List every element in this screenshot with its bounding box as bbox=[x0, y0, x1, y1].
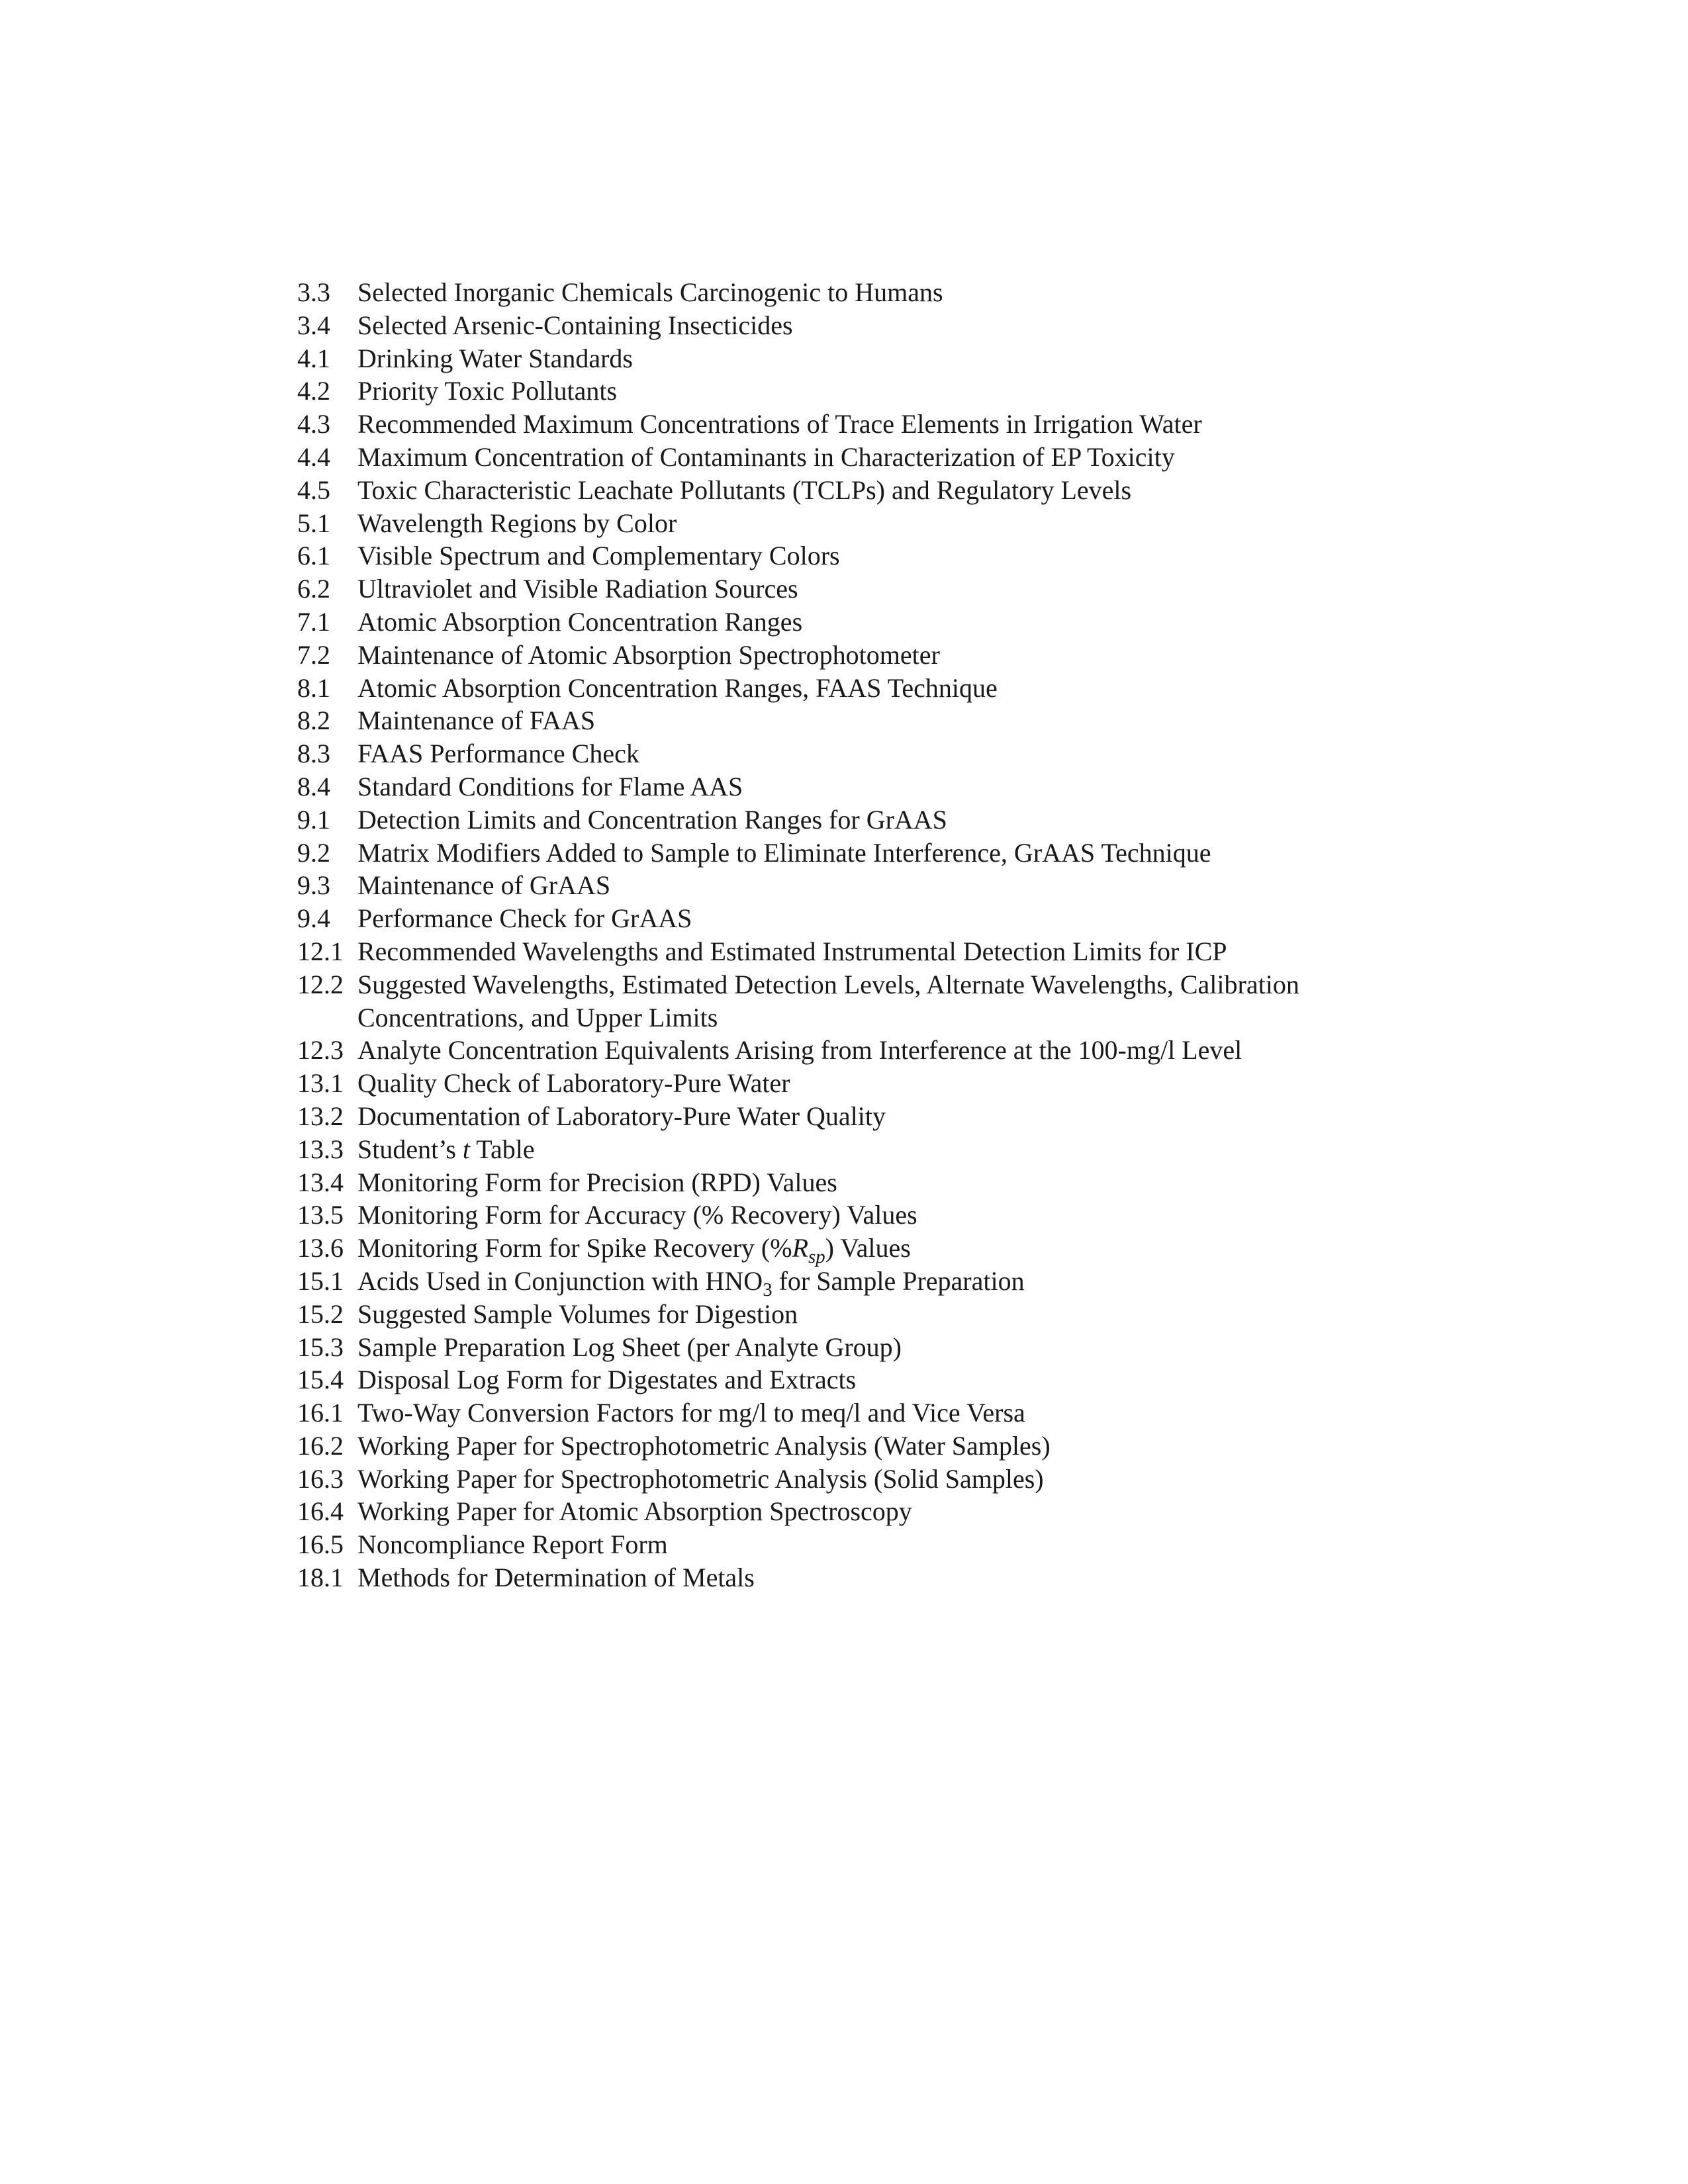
toc-entry bbox=[297, 1561, 1423, 1594]
table-number: 3.3 bbox=[297, 277, 330, 307]
table-number: 9.1 bbox=[297, 804, 330, 835]
table-number: 7.1 bbox=[297, 606, 330, 637]
table-number: 6.2 bbox=[297, 574, 330, 604]
table-title: Detection Limits and Concentration Ranges for GrAAS bbox=[357, 804, 947, 835]
toc-entry bbox=[297, 1298, 1423, 1331]
toc-entry bbox=[297, 935, 1423, 968]
table-number: 15.4 bbox=[297, 1365, 344, 1395]
table-title: Recommended Maximum Concentrations of Trace Elements in Irrigation Water bbox=[357, 409, 1202, 439]
table-title: Monitoring Form for Spike Recovery $(\%R_{sp})$ Values bbox=[357, 1233, 911, 1268]
toc-entry bbox=[297, 902, 1423, 935]
table-number: 13.6 bbox=[297, 1233, 344, 1263]
table-number: 8.3 bbox=[297, 739, 330, 769]
table-number: 6.1 bbox=[297, 541, 330, 571]
toc-entry bbox=[297, 1331, 1423, 1364]
list-of-tables bbox=[297, 276, 1423, 1594]
toc-entry bbox=[297, 474, 1423, 507]
table-number: 13.2 bbox=[297, 1101, 344, 1131]
table-title: Standard Conditions for Flame AAS bbox=[357, 771, 743, 801]
toc-entry bbox=[297, 704, 1423, 737]
table-number: 13.1 bbox=[297, 1068, 344, 1099]
toc-entry bbox=[297, 375, 1423, 408]
toc-entry bbox=[297, 1067, 1423, 1100]
toc-entry bbox=[297, 342, 1423, 375]
toc-entry bbox=[297, 1495, 1423, 1528]
table-title: Selected Arsenic-Containing Insecticides bbox=[357, 310, 793, 340]
toc-entry bbox=[297, 572, 1423, 606]
table-title: Analyte Concentration Equivalents Arising from Interference at the 100-mg/l Level bbox=[357, 1035, 1243, 1066]
table-title: Atomic Absorption Concentration Ranges, FAAS Technique bbox=[357, 672, 998, 703]
table-number: 15.2 bbox=[297, 1298, 344, 1329]
table-number: 16.3 bbox=[297, 1463, 344, 1494]
table-number: 13.5 bbox=[297, 1200, 344, 1230]
table-title: Working Paper for Spectrophotometric Analysis (Solid Samples) bbox=[357, 1463, 1044, 1494]
table-number: 12.1 bbox=[297, 936, 344, 966]
toc-entry bbox=[297, 968, 1423, 1034]
table-title: Maintenance of GrAAS bbox=[357, 870, 611, 901]
table-title: Suggested Wavelengths, Estimated Detection Levels, Alternate Wavelengths, Calibration Concentrations, and Upper Limits bbox=[357, 969, 1299, 1032]
table-number: 4.4 bbox=[297, 441, 330, 472]
table-title: Sample Preparation Log Sheet (per Analyte Group) bbox=[357, 1332, 902, 1362]
table-number: 8.2 bbox=[297, 705, 330, 736]
toc-entry bbox=[297, 276, 1423, 309]
toc-entry bbox=[297, 1363, 1423, 1396]
toc-entry bbox=[297, 1034, 1423, 1067]
toc-entry bbox=[297, 1133, 1423, 1166]
table-number: 13.3 bbox=[297, 1134, 344, 1164]
table-title: Maximum Concentration of Contaminants in Characterization of EP Toxicity bbox=[357, 441, 1175, 472]
toc-entry bbox=[297, 1396, 1423, 1430]
table-number: 4.1 bbox=[297, 343, 330, 373]
toc-entry bbox=[297, 309, 1423, 342]
table-title: Disposal Log Form for Digestates and Extracts bbox=[357, 1365, 857, 1395]
table-title: Quality Check of Laboratory-Pure Water bbox=[357, 1068, 790, 1099]
table-number: 18.1 bbox=[297, 1563, 344, 1593]
toc-entry bbox=[297, 1100, 1423, 1133]
table-title: Methods for Determination of Metals bbox=[357, 1563, 755, 1593]
table-number: 4.5 bbox=[297, 475, 330, 505]
toc-entry bbox=[297, 1463, 1423, 1496]
table-title: Ultraviolet and Visible Radiation Sources bbox=[357, 574, 798, 604]
table-number: 12.2 bbox=[297, 969, 344, 999]
table-title: Toxic Characteristic Leachate Pollutants (TCLPs) and Regulatory Levels bbox=[357, 475, 1132, 505]
table-title: Monitoring Form for Accuracy (% Recovery) Values bbox=[357, 1200, 917, 1230]
table-number: 16.2 bbox=[297, 1430, 344, 1461]
table-title: Wavelength Regions by Color bbox=[357, 508, 677, 538]
table-title: Maintenance of Atomic Absorption Spectrophotometer bbox=[357, 639, 940, 670]
table-number: 16.1 bbox=[297, 1398, 344, 1428]
table-title: Working Paper for Spectrophotometric Analysis (Water Samples) bbox=[357, 1430, 1051, 1461]
table-number: 3.4 bbox=[297, 310, 330, 340]
toc-entry bbox=[297, 803, 1423, 837]
toc-entry bbox=[297, 1166, 1423, 1199]
table-title: FAAS Performance Check bbox=[357, 739, 639, 769]
table-number: 5.1 bbox=[297, 508, 330, 538]
table-number: 15.1 bbox=[297, 1265, 344, 1296]
table-title: Maintenance of FAAS bbox=[357, 705, 596, 736]
toc-entry bbox=[297, 672, 1423, 705]
table-title: Noncompliance Report Form bbox=[357, 1529, 668, 1560]
table-title: Selected Inorganic Chemicals Carcinogenic to Humans bbox=[357, 277, 943, 307]
table-number: 4.3 bbox=[297, 409, 330, 439]
table-title: Performance Check for GrAAS bbox=[357, 903, 692, 934]
table-title: Atomic Absorption Concentration Ranges bbox=[357, 606, 803, 637]
toc-entry bbox=[297, 1265, 1423, 1301]
toc-entry bbox=[297, 1528, 1423, 1561]
toc-entry bbox=[297, 737, 1423, 770]
table-number: 8.4 bbox=[297, 771, 330, 801]
toc-entry bbox=[297, 639, 1423, 672]
table-title: Two-Way Conversion Factors for mg/l to meq/l and Vice Versa bbox=[357, 1398, 1025, 1428]
table-number: 4.2 bbox=[297, 376, 330, 406]
table-number: 9.3 bbox=[297, 870, 330, 901]
table-number: 16.4 bbox=[297, 1496, 344, 1527]
table-number: 16.5 bbox=[297, 1529, 344, 1560]
table-title: Matrix Modifiers Added to Sample to Eliminate Interference, GrAAS Technique bbox=[357, 837, 1211, 868]
table-number: 8.1 bbox=[297, 672, 330, 703]
toc-entry bbox=[297, 1232, 1423, 1268]
table-title: Acids Used in Conjunction with $HNO_3$ for Sample Preparation bbox=[357, 1265, 1025, 1301]
toc-entry bbox=[297, 606, 1423, 639]
toc-entry bbox=[297, 441, 1423, 474]
table-title: Recommended Wavelengths and Estimated Instrumental Detection Limits for ICP bbox=[357, 936, 1227, 966]
toc-entry bbox=[297, 539, 1423, 572]
table-title: Student’s t Table bbox=[357, 1134, 535, 1164]
toc-entry bbox=[297, 837, 1423, 870]
toc-entry bbox=[297, 507, 1423, 540]
table-number: 9.2 bbox=[297, 837, 330, 868]
table-number: 7.2 bbox=[297, 639, 330, 670]
toc-entry bbox=[297, 869, 1423, 902]
table-number: 13.4 bbox=[297, 1167, 344, 1197]
table-title: Suggested Sample Volumes for Digestion bbox=[357, 1298, 798, 1329]
toc-entry bbox=[297, 1199, 1423, 1232]
toc-entry bbox=[297, 770, 1423, 803]
toc-entry bbox=[297, 1430, 1423, 1463]
table-title: Working Paper for Atomic Absorption Spectroscopy bbox=[357, 1496, 912, 1527]
table-title: Documentation of Laboratory-Pure Water Quality bbox=[357, 1101, 886, 1131]
table-number: 15.3 bbox=[297, 1332, 344, 1362]
table-title: Monitoring Form for Precision (RPD) Values bbox=[357, 1167, 837, 1197]
table-number: 9.4 bbox=[297, 903, 330, 934]
table-title: Priority Toxic Pollutants bbox=[357, 376, 618, 406]
table-title: Visible Spectrum and Complementary Colors bbox=[357, 541, 840, 571]
table-number: 12.3 bbox=[297, 1035, 344, 1066]
toc-entry bbox=[297, 408, 1423, 441]
table-title: Drinking Water Standards bbox=[357, 343, 633, 373]
